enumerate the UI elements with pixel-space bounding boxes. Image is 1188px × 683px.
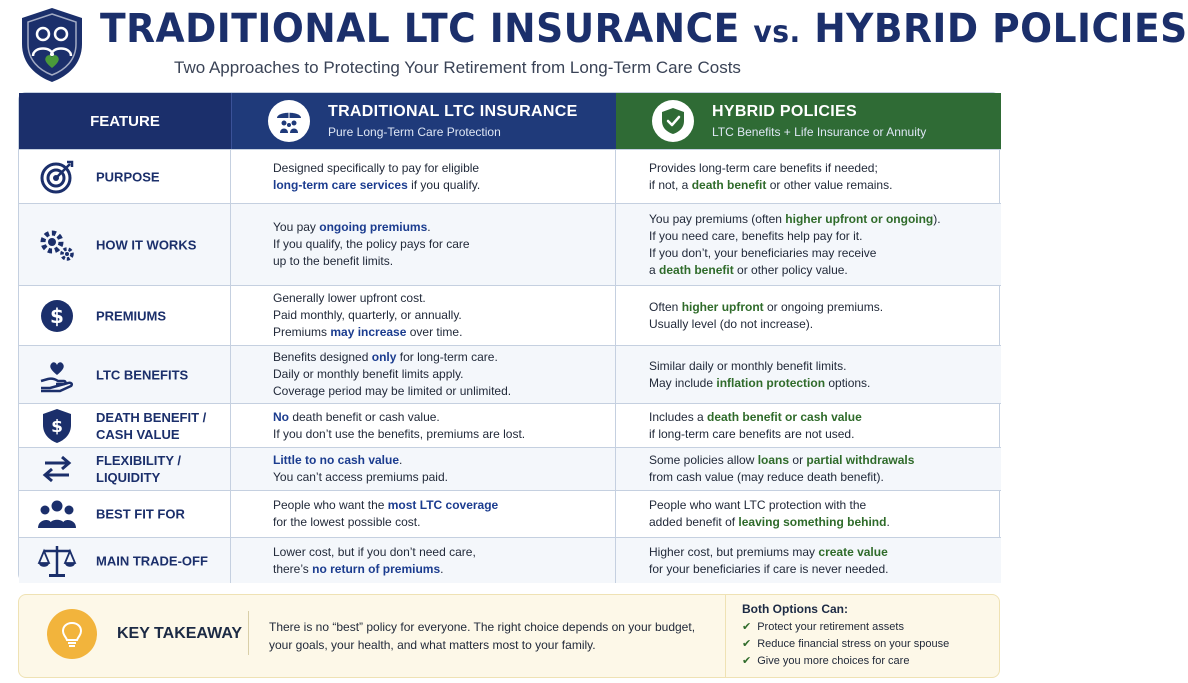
cell-text-line: Generally lower upfront cost. [273, 291, 426, 305]
cell-text-line: if long-term care benefits are not used. [649, 426, 855, 441]
cell-text-line: People who want LTC protection with the [649, 498, 867, 512]
traditional-cell [231, 150, 616, 203]
traditional-cell [231, 404, 616, 447]
feature-cell [19, 448, 231, 490]
feature-label: DEATH BENEFIT / CASH VALUE [96, 409, 207, 442]
feature-label: HOW IT WORKS [96, 237, 197, 252]
feature-label: BEST FIT FOR [96, 506, 185, 522]
cell-text-line: Provides long-term care benefits if needed; [649, 160, 878, 175]
check-icon: ✔ [742, 655, 752, 667]
cell-text-line: Designed specifically to pay for eligible [273, 160, 480, 175]
cell-text-line: added benefit of leaving something behind. [649, 515, 890, 529]
cell-text-line: Includes a death benefit or cash value [649, 409, 862, 424]
cell-text-line: up to the benefit limits. [273, 254, 394, 268]
page-subtitle: Two Approaches to Protecting Your Retirement from Long-Term Care Costs [174, 58, 741, 77]
svg-text:$: $ [51, 416, 63, 437]
cell-text-line: You pay ongoing premiums. [273, 220, 431, 234]
traditional-subtitle: Pure Long-Term Care Protection [328, 125, 501, 139]
umbrella-family-icon [268, 100, 310, 142]
traditional-cell [231, 538, 616, 583]
table-row [19, 345, 1001, 403]
traditional-column-header [231, 93, 616, 149]
cell-text-line: Often higher upfront or ongoing premiums. [649, 299, 884, 314]
traditional-cell [231, 448, 616, 490]
target-icon [37, 157, 77, 197]
check-icon: ✔ [742, 638, 752, 650]
table-header [19, 93, 1001, 149]
cell-text-line: Paid monthly, quarterly, or annually. [273, 308, 462, 322]
swap-arrows-icon [37, 449, 77, 489]
cell-text-line: May include inflation protection options. [649, 375, 871, 390]
cell-text-line: If you don’t, your beneficiaries may receive [649, 245, 877, 260]
feature-label: LTC BENEFITS [96, 367, 189, 382]
both-options-item: ✔ Give you more choices for care [742, 655, 910, 667]
cell-text-line: Little to no cash value. [273, 453, 403, 467]
cell-text-line: if not, a death benefit or other value remains. [649, 177, 893, 192]
hybrid-cell [616, 404, 1001, 447]
table-row [19, 285, 1001, 345]
people-group-icon [37, 494, 77, 534]
both-options-item: ✔ Reduce financial stress on your spouse [742, 638, 950, 650]
cell-text-line: Higher cost, but premiums may create value [649, 544, 888, 559]
dollar-shield-icon [37, 406, 77, 446]
cell-text-line: from cash value (may reduce death benefit). [649, 470, 884, 484]
feature-cell [19, 204, 231, 285]
hybrid-cell [616, 538, 1001, 583]
traditional-cell [231, 491, 616, 537]
gears-icon [37, 225, 77, 265]
table-row [19, 203, 1001, 285]
feature-cell [19, 404, 231, 447]
cell-text-line: Premiums may increase over time. [273, 325, 463, 339]
hybrid-cell [616, 204, 1001, 285]
table-row [19, 149, 1001, 203]
cell-text-line: a death benefit or other policy value. [649, 262, 848, 277]
cell-text-line: Coverage period may be limited or unlimited. [273, 384, 512, 398]
cell-text-line: You can’t access premiums paid. [273, 470, 448, 484]
comparison-table [18, 92, 1000, 582]
page-title: TRADITIONAL LTC INSURANCE vs. HYBRID POLICIES [100, 6, 1188, 52]
hybrid-cell [616, 150, 1001, 203]
divider [248, 611, 249, 655]
balance-scale-icon [37, 541, 77, 581]
cell-text-line: Some policies allow loans or partial withdrawals [649, 453, 915, 467]
table-row [19, 447, 1001, 490]
traditional-cell [231, 346, 616, 403]
hybrid-cell [616, 491, 1001, 537]
key-takeaway-text: There is no “best” policy for everyone. The right choice depends on your budget, your goals, your health, and what matters most to your family. [269, 620, 696, 652]
feature-cell [19, 538, 231, 583]
hybrid-title: HYBRID POLICIES [712, 103, 857, 120]
table-row [19, 403, 1001, 447]
cell-text-line: Lower cost, but if you don’t need care, [273, 544, 476, 559]
feature-column-header: FEATURE [19, 93, 231, 149]
check-icon: ✔ [742, 621, 752, 633]
traditional-cell [231, 286, 616, 345]
cell-text-line: Daily or monthly benefit limits apply. [273, 367, 464, 381]
feature-cell [19, 346, 231, 403]
cell-text-line: Benefits designed only for long-term care. [273, 350, 498, 364]
feature-label: PREMIUMS [96, 308, 167, 323]
cell-text-line: If you qualify, the policy pays for care [273, 237, 470, 251]
key-takeaway-box [18, 594, 1000, 678]
cell-text-line: You pay premiums (often higher upfront or ongoing). [649, 211, 941, 226]
traditional-cell [231, 204, 616, 285]
shield-check-icon [652, 100, 694, 142]
heart-hand-icon [37, 355, 77, 395]
family-shield-icon [18, 6, 86, 84]
table-row [19, 537, 1001, 583]
feature-label: PURPOSE [96, 169, 160, 184]
traditional-title: TRADITIONAL LTC INSURANCE [328, 103, 578, 120]
both-options-box [725, 595, 1000, 677]
header [0, 0, 1188, 88]
lightbulb-icon [47, 609, 97, 659]
hybrid-column-header [616, 93, 1001, 149]
hybrid-subtitle: LTC Benefits + Life Insurance or Annuity [712, 125, 927, 139]
cell-text-line: If you don’t use the benefits, premiums are lost. [273, 426, 526, 441]
cell-text-line: If you need care, benefits help pay for it. [649, 228, 863, 243]
feature-label: MAIN TRADE-OFF [96, 553, 208, 568]
hybrid-cell [616, 286, 1001, 345]
both-options-item: ✔ Protect your retirement assets [742, 621, 904, 633]
cell-text-line: People who want the most LTC coverage [273, 498, 499, 512]
cell-text-line: for the lowest possible cost. [273, 515, 421, 529]
cell-text-line: Similar daily or monthly benefit limits. [649, 358, 847, 373]
cell-text-line: there’s no return of premiums. [273, 561, 444, 576]
hybrid-cell [616, 448, 1001, 490]
feature-cell [19, 286, 231, 345]
svg-text:$: $ [50, 303, 64, 328]
table-row [19, 490, 1001, 537]
cell-text-line: for your beneficiaries if care is never needed. [649, 561, 889, 576]
cell-text-line: Usually level (do not increase). [649, 316, 814, 331]
feature-cell [19, 150, 231, 203]
cell-text-line: No death benefit or cash value. [273, 409, 440, 424]
hybrid-cell [616, 346, 1001, 403]
key-takeaway-label: KEY TAKEAWAY [117, 625, 243, 642]
cell-text-line: long-term care services if you qualify. [273, 177, 481, 192]
dollar-circle-icon [37, 296, 77, 336]
both-options-title: Both Options Can: [742, 602, 848, 616]
feature-label: FLEXIBILITY / LIQUIDITY [96, 453, 181, 485]
feature-cell [19, 491, 231, 537]
